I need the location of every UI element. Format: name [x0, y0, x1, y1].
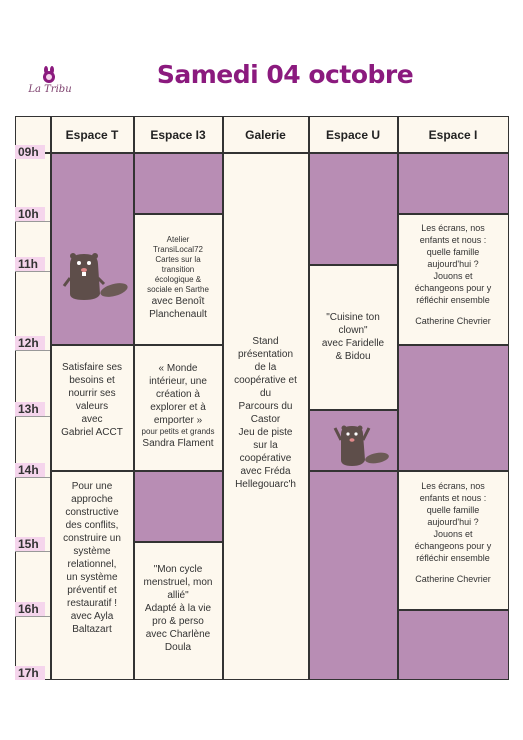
hour-label: 12h [15, 336, 45, 350]
column-header-espace-t: Espace T [65, 128, 119, 142]
hour-label: 11h [15, 257, 45, 271]
event-t-besoins: Satisfaire ses besoins et nourrir ses valeurs avec Gabriel ACCT [61, 362, 123, 438]
slot-i-16h [398, 609, 508, 679]
slot-i3-09h [134, 153, 222, 213]
hour-tick [15, 416, 50, 417]
row-divider [50, 470, 134, 472]
event-i-ecrans-morning: Les écrans, nos enfants et nous : quelle famille aujourd'hui ? Jouons et échangeons pour y réfléchir ensemble Catherine Chevrier [414, 223, 492, 326]
logo [28, 66, 72, 100]
col-divider [397, 116, 399, 680]
hour-tick [15, 551, 50, 552]
event-i3-atelier: Atelier TransiLocal72 Cartes sur la transition écologique & sociale en Sarthe avec Benoît Planchenault [147, 235, 209, 320]
hour-label: 17h [15, 666, 45, 680]
row-divider [133, 344, 223, 346]
row-divider [133, 541, 223, 543]
column-header-galerie: Galerie [245, 128, 286, 142]
row-divider [397, 609, 509, 611]
slot-i3-14h [134, 471, 222, 541]
row-divider [397, 470, 509, 472]
event-i-ecrans-afternoon: Les écrans, nos enfants et nous : quelle famille aujourd'hui ? Jouons et échangeons pour y réfléchir ensemble Catherine Chevrier [414, 481, 492, 584]
col-divider [308, 116, 310, 680]
logo-text: La Tribu [28, 84, 72, 95]
event-u-clown: "Cuisine ton clown" avec Faridelle & Bidou [321, 312, 385, 362]
hour-tick [15, 616, 50, 617]
row-divider [50, 344, 134, 346]
hour-label: 13h [15, 402, 45, 416]
hour-label: 15h [15, 537, 45, 551]
slot-u-14h [309, 471, 397, 679]
hour-tick [15, 271, 50, 272]
slot-i-09h [398, 153, 508, 213]
hour-tick [15, 350, 50, 351]
row-divider [308, 264, 398, 266]
column-header-espace-i: Espace I [428, 128, 478, 142]
beaver-illustration-icon [62, 250, 132, 304]
slot-t-morning [51, 153, 133, 344]
hour-label: 14h [15, 463, 45, 477]
hour-label: 16h [15, 602, 45, 616]
rabbit-logo-icon [40, 66, 58, 84]
event-t-conflits: Pour une approche constructive des conflits, construire un système relationnel, un système préventif et restauratif ! avec Ayla Baltazart [63, 481, 121, 635]
row-divider [133, 213, 223, 215]
hour-label: 09h [15, 145, 45, 159]
page-title: Samedi 04 octobre [156, 60, 414, 89]
hour-tick [15, 221, 50, 222]
event-i3-cycle: "Mon cycle menstruel, mon allié" Adapté à la vie pro & perso avec Charlène Doula [143, 564, 213, 653]
event-galerie-stand: Stand présentation de la coopérative et du Parcours du Castor Jeu de piste sur la coopérative avec Fréda Hellegouarc'h [234, 336, 297, 490]
hour-tick [15, 477, 50, 478]
column-header-espace-i3: Espace I3 [150, 128, 206, 142]
slot-u-09h [309, 153, 397, 264]
event-i3-monde: « Monde intérieur, une création à explorer et à emporter » pour petits et grands Sandra Flament [141, 363, 215, 449]
row-divider [308, 409, 398, 411]
beaver-illustration-icon [333, 420, 391, 468]
hour-label: 10h [15, 207, 45, 221]
row-divider [133, 470, 223, 472]
slot-i-12h [398, 344, 508, 471]
row-divider [308, 470, 398, 472]
column-header-espace-u: Espace U [325, 128, 381, 142]
row-divider [397, 344, 509, 346]
row-divider [397, 213, 509, 215]
